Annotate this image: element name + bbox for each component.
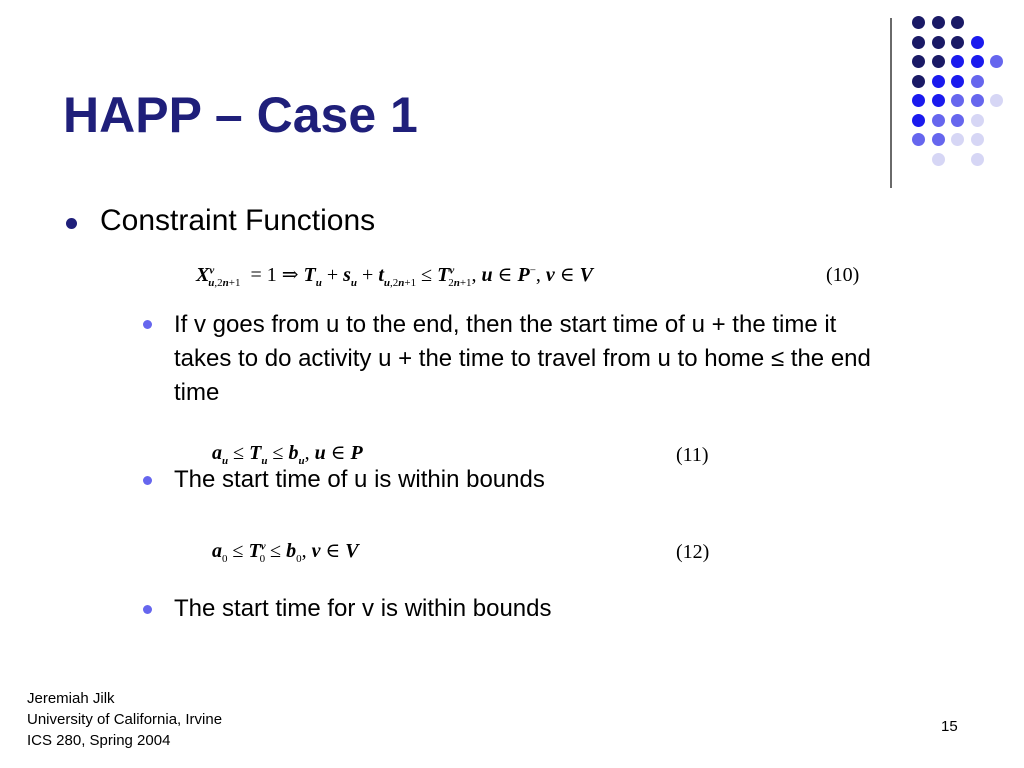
decorative-dot: [951, 114, 964, 127]
sub-bullet-start-time-u: The start time of u is within bounds: [174, 466, 545, 493]
decorative-dot: [971, 55, 984, 68]
decorative-dot: [912, 133, 925, 146]
decorative-dot: [932, 133, 945, 146]
decorative-dot: [912, 94, 925, 107]
decorative-dot: [932, 75, 945, 88]
decorative-dot: [932, 36, 945, 49]
decorative-dot: [990, 55, 1003, 68]
footer-course: ICS 280, Spring 2004: [27, 732, 171, 749]
decorative-dot: [951, 133, 964, 146]
bullet-icon: [66, 218, 77, 229]
footer-institution: University of California, Irvine: [27, 711, 223, 728]
decorative-dot: [932, 94, 945, 107]
sub-bullet-start-time-v: The start time for v is within bounds: [174, 595, 552, 622]
decorative-dot: [951, 55, 964, 68]
equation-10-number: (10): [826, 264, 860, 286]
decorative-dot: [932, 16, 945, 29]
decorative-dot: [951, 75, 964, 88]
decorative-dot: [990, 94, 1003, 107]
equation-10: $X^v_{u,2n+1} = 1$ ⇒ $T_u + s_u + t_{u,2n+1} \le T^v_{2n+1}$, u ∈ P−, v ∈ V: [196, 264, 593, 289]
decorative-dot: [951, 36, 964, 49]
equation-11: $a_u \le T_u \le b_u$, u ∈ P: [212, 442, 363, 467]
decorative-dot: [971, 153, 984, 166]
decorative-dot: [912, 55, 925, 68]
decorative-dot: [912, 36, 925, 49]
slide-title: HAPP – Case 1: [63, 87, 418, 143]
page-number: 15: [941, 718, 958, 735]
decorative-dot: [912, 114, 925, 127]
decorative-dot: [971, 75, 984, 88]
footer-info: [27, 688, 222, 751]
decorative-dot: [971, 114, 984, 127]
sub-bullet-icon: [143, 605, 152, 614]
decorative-dot: [912, 16, 925, 29]
vertical-divider: [890, 18, 892, 188]
decorative-dot: [951, 94, 964, 107]
decorative-dot: [971, 94, 984, 107]
decorative-dot: [932, 153, 945, 166]
decorative-dot: [912, 75, 925, 88]
equation-12-number: (12): [676, 541, 710, 563]
bullet-constraint-functions: Constraint Functions: [100, 204, 376, 237]
equation-11-number: (11): [676, 444, 709, 466]
sub-bullet-icon: [143, 476, 152, 485]
decorative-dot: [932, 114, 945, 127]
decorative-dot: [951, 16, 964, 29]
decorative-dot: [971, 133, 984, 146]
decorative-dot: [971, 36, 984, 49]
footer-author: Jeremiah Jilk: [27, 690, 115, 707]
sub-bullet-icon: [143, 320, 152, 329]
sub-bullet-end-time: If v goes from u to the end, then the start time of u + the time it takes to do activity u + the time to travel from u to home ≤ the end time: [174, 311, 871, 406]
decorative-dot: [932, 55, 945, 68]
equation-12: $a_0 \le T^v_0 \le b_0$, v ∈ V: [212, 540, 359, 565]
